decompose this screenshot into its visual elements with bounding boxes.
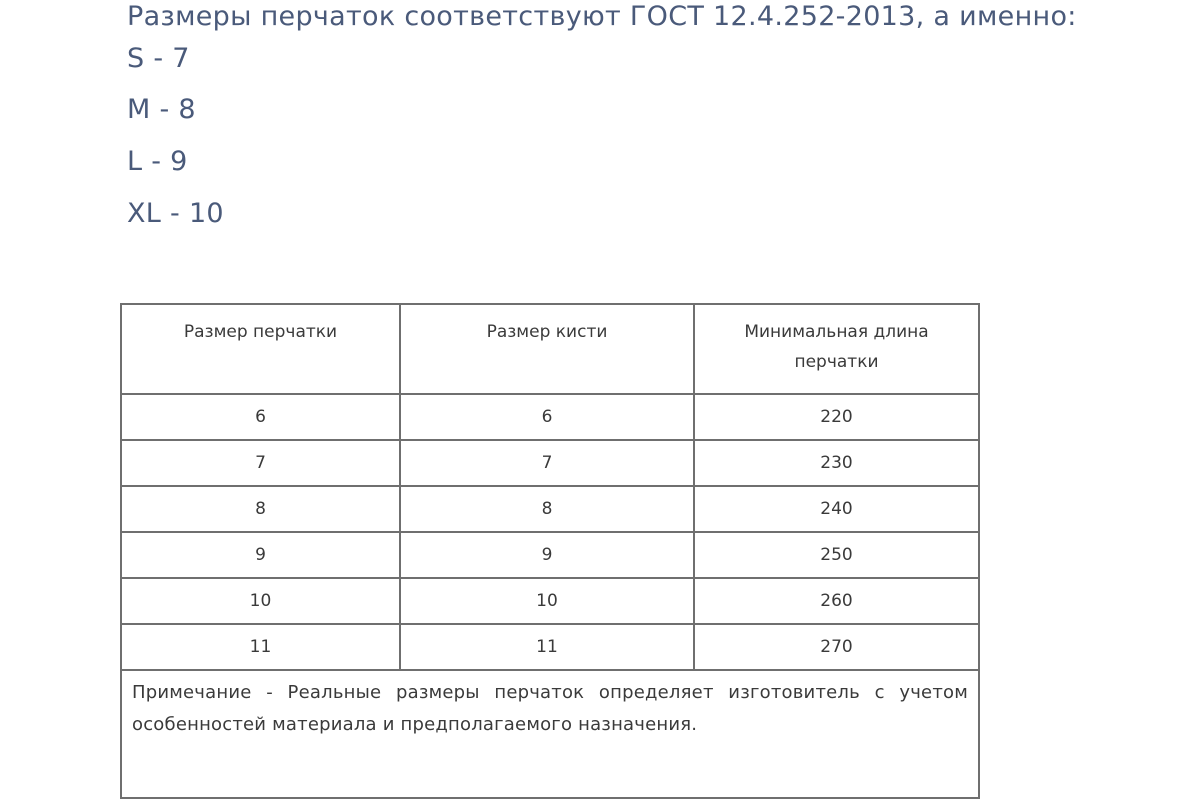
cell-hand-size: 6 <box>400 394 694 440</box>
size-line-l: L - 9 <box>127 146 188 177</box>
cell-min-length: 220 <box>694 394 979 440</box>
cell-glove-size: 6 <box>121 394 400 440</box>
table-row <box>121 394 979 440</box>
cell-min-length: 250 <box>694 532 979 578</box>
cell-hand-size: 11 <box>400 624 694 670</box>
cell-hand-size: 7 <box>400 440 694 486</box>
size-line-xl: XL - 10 <box>127 198 224 229</box>
header-min-length <box>694 304 979 394</box>
table-note-row <box>121 670 979 798</box>
table-row <box>121 440 979 486</box>
cell-glove-size: 8 <box>121 486 400 532</box>
table-row <box>121 532 979 578</box>
size-line-s: S - 7 <box>127 43 190 74</box>
cell-glove-size: 7 <box>121 440 400 486</box>
cell-glove-size: 10 <box>121 578 400 624</box>
cell-hand-size: 9 <box>400 532 694 578</box>
cell-min-length: 230 <box>694 440 979 486</box>
header-glove-size: Размер перчатки <box>121 304 400 394</box>
table-row <box>121 578 979 624</box>
table-header-row <box>121 304 979 394</box>
cell-glove-size: 11 <box>121 624 400 670</box>
table-note: Примечание - Реальные размеры перчаток определяет изготовитель с учетом особенностей материала и предполагаемого назначения. <box>121 670 979 798</box>
cell-min-length: 240 <box>694 486 979 532</box>
table-row <box>121 486 979 532</box>
header-min-length-label: Минимальная длина перчатки <box>744 322 929 372</box>
cell-glove-size: 9 <box>121 532 400 578</box>
cell-hand-size: 8 <box>400 486 694 532</box>
header-hand-size: Размер кисти <box>400 304 694 394</box>
cell-min-length: 260 <box>694 578 979 624</box>
cell-hand-size: 10 <box>400 578 694 624</box>
table-row <box>121 624 979 670</box>
size-line-m: M - 8 <box>127 94 196 125</box>
glove-size-table <box>120 303 980 799</box>
intro-heading: Размеры перчаток соответствуют ГОСТ 12.4.252-2013, а именно: <box>127 1 1077 32</box>
cell-min-length: 270 <box>694 624 979 670</box>
